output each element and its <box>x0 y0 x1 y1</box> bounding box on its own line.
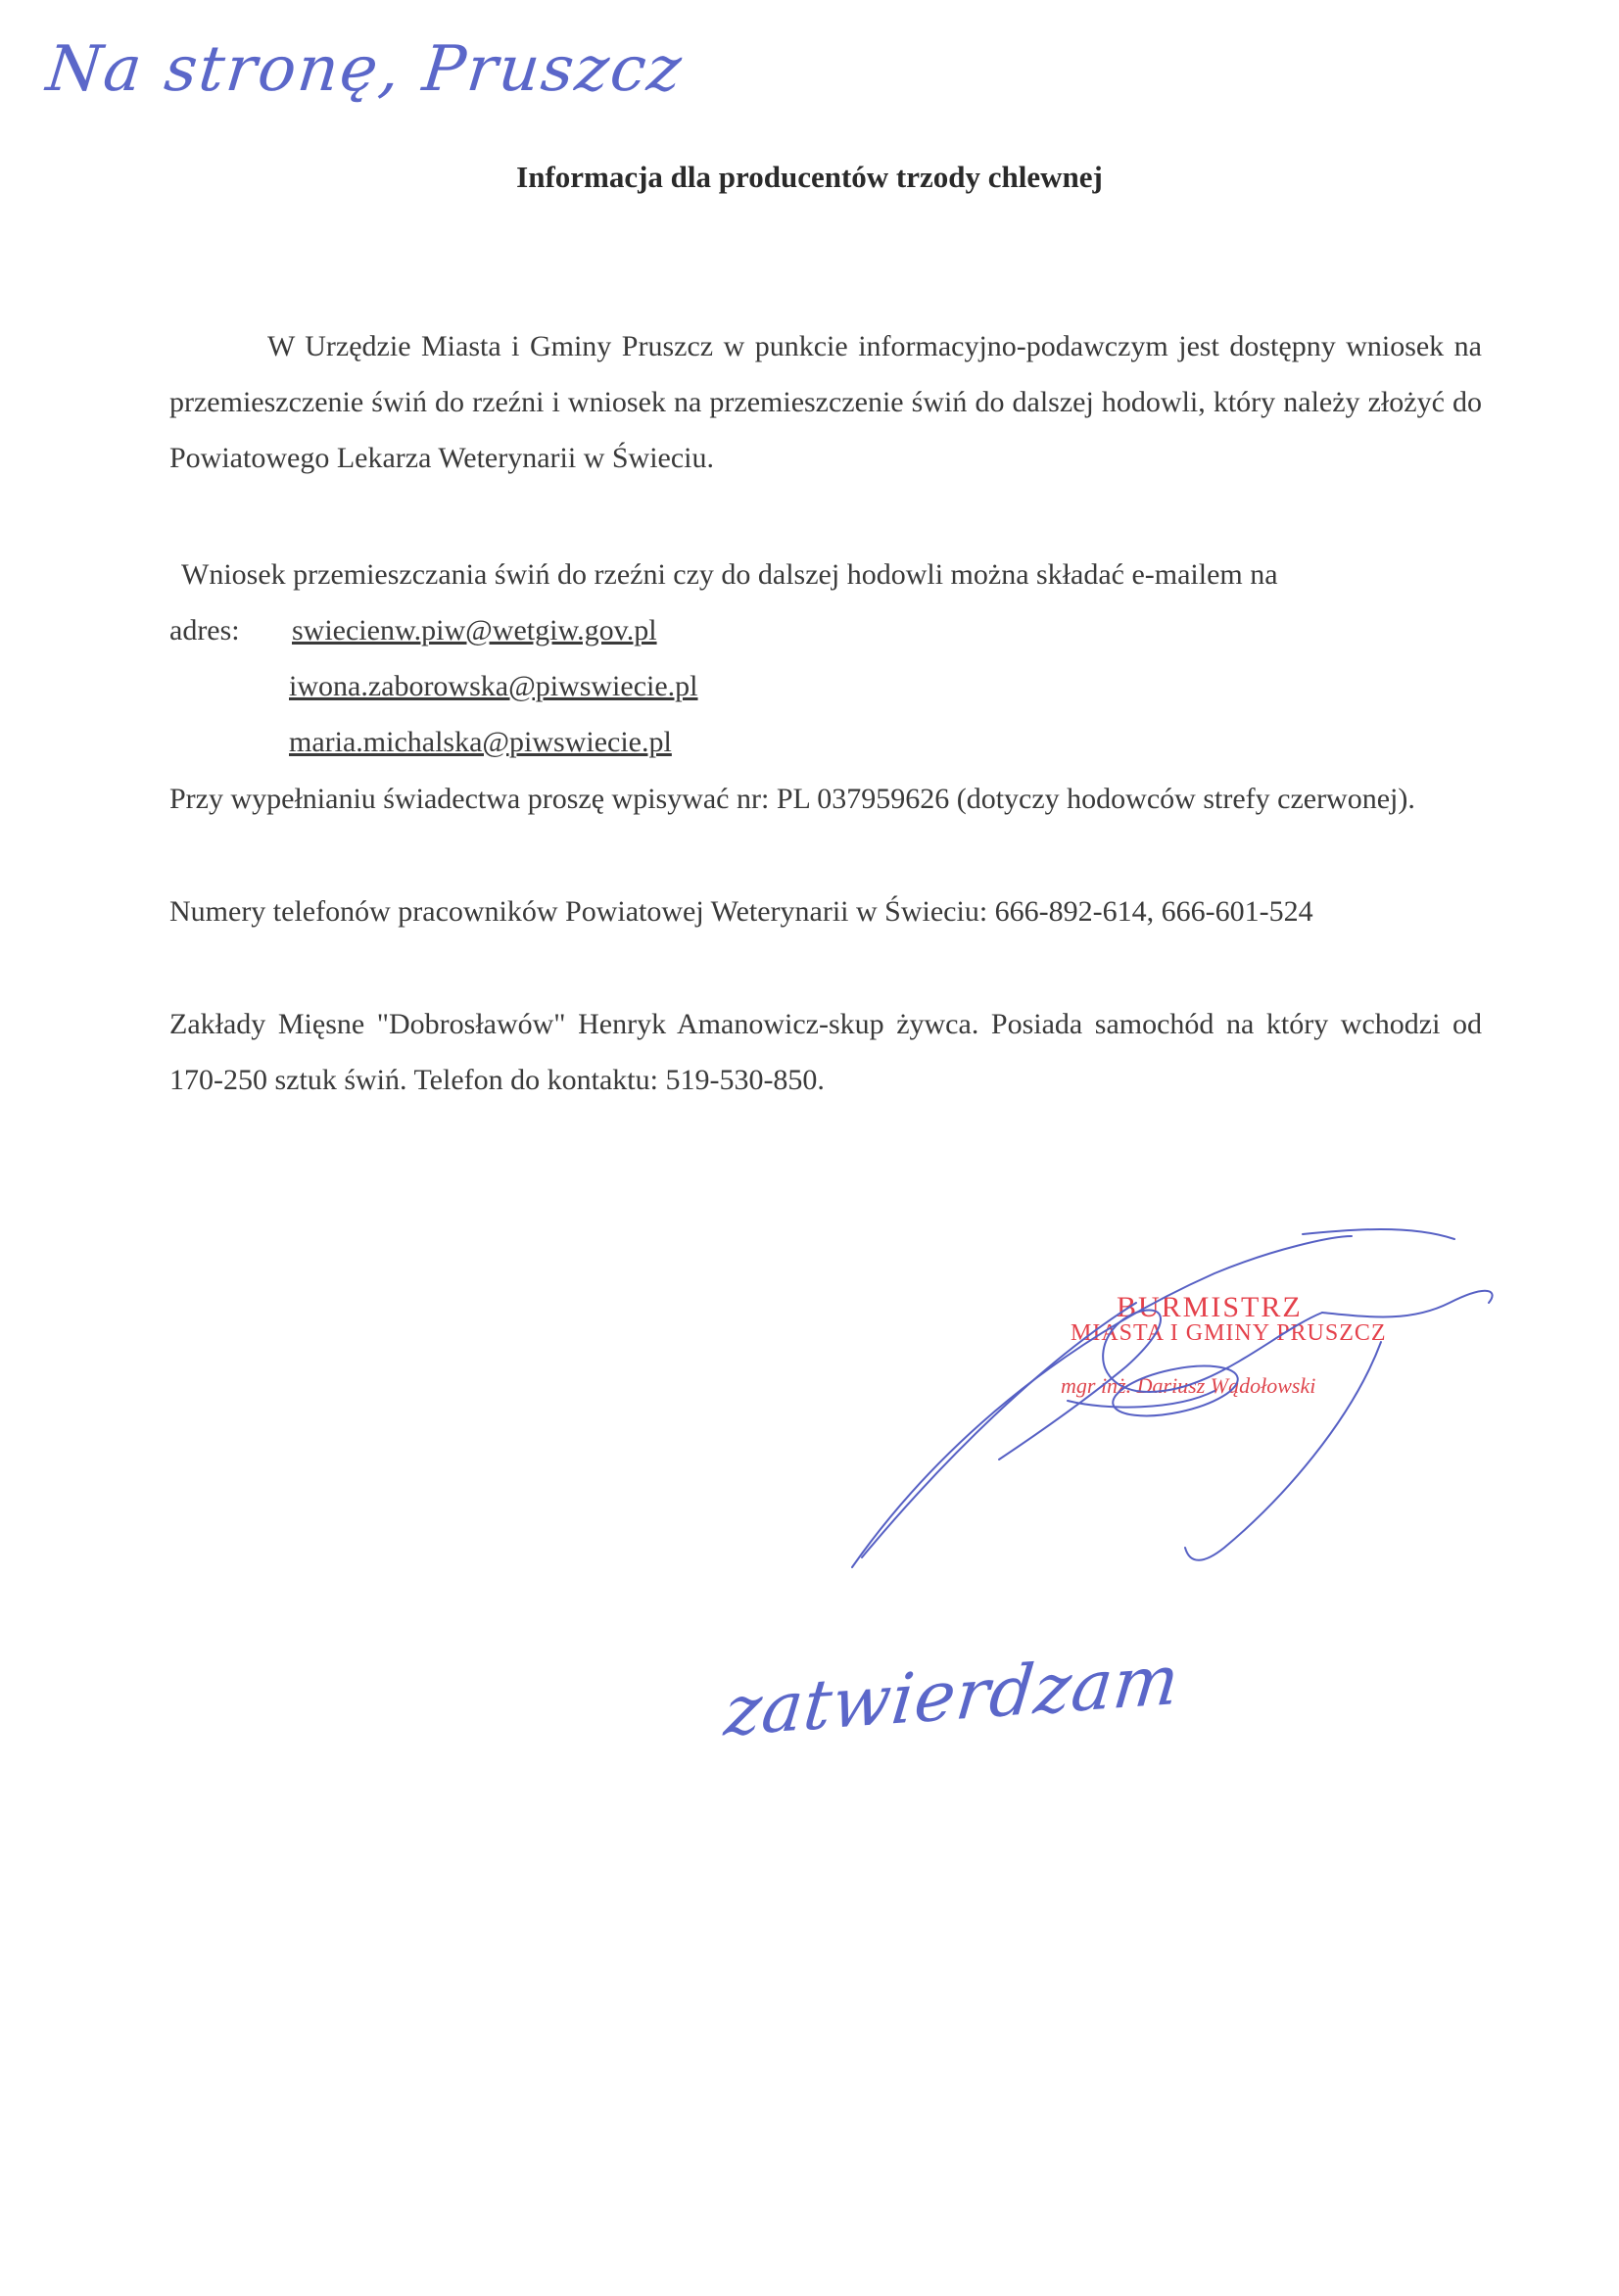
email-link-swiecienw[interactable]: swiecienw.piw@wetgiw.gov.pl <box>292 614 657 646</box>
document-title: Informacja dla producentów trzody chlewnej <box>516 160 1103 194</box>
paragraph-email-submission: Wniosek przemieszczania świń do rzeźni czy do dalszej hodowli można składać e-mailem na <box>181 558 1278 591</box>
email-row <box>289 658 698 714</box>
email-row <box>289 714 698 770</box>
address-label: adres: <box>169 614 240 646</box>
paragraph-phone-numbers: Numery telefonów pracowników Powiatowej Weterynarii w Świeciu: 666-892-614, 666-601-524 <box>169 895 1313 928</box>
paragraph-meat-plant: Zakłady Mięsne "Dobrosławów" Henryk Amanowicz-skup żywca. Posiada samochód na który wchodzi od 170-250 sztuk świń. Telefon do kontaktu: 519-530-850. <box>169 1008 1482 1096</box>
stamp-office: MIASTA I GMINY PRUSZCZ <box>1071 1320 1387 1346</box>
email-row <box>169 602 698 658</box>
email-link-zaborowska[interactable]: iwona.zaborowska@piwswiecie.pl <box>289 670 698 702</box>
email-link-michalska[interactable]: maria.michalska@piwswiecie.pl <box>289 726 672 758</box>
handwritten-approval: zatwierdzam <box>721 1639 1184 1752</box>
email-list <box>169 602 698 770</box>
paragraph-certificate-number: Przy wypełnianiu świadectwa proszę wpisywać nr: PL 037959626 (dotyczy hodowców strefy czerwonej). <box>169 783 1415 815</box>
paragraph-application-info: W Urzędzie Miasta i Gminy Pruszcz w punkcie informacyjno-podawczym jest dostępny wniosek na przemieszczenie świń do rzeźni i wniosek na przemieszczenie świń do dalszej hodowli, który należy złożyć do Powiatowego Lekarza Weterynarii w Świeciu. <box>169 330 1482 474</box>
stamp-name: mgr inż. Dariusz Wądołowski <box>1061 1373 1316 1398</box>
stamp-title: BURMISTRZ <box>1117 1291 1303 1323</box>
handwritten-note-top: Na stronę, Pruszcz <box>43 33 687 106</box>
